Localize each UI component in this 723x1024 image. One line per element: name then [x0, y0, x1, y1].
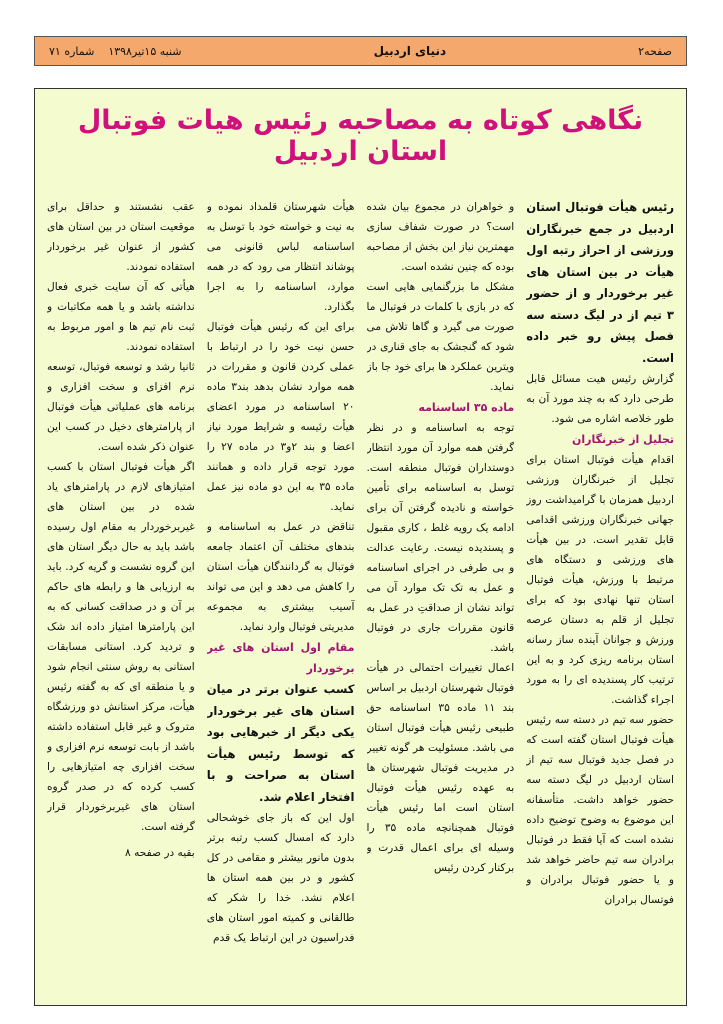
continued-note: بقیه در صفحه ۸ [125, 847, 195, 859]
column-4 [47, 197, 195, 995]
paragraph: تناقض در عمل به اساسنامه و بندهای مختلف آن اعتماد جامعه فوتبال به گردانندگان هیأت استان را کاهش می دهد و این می تواند آسیب بیشتری به مجموعه مدیریتی فوتبال وارد نماید. [206, 521, 355, 633]
paragraph: هیأتی که آن سایت خبری فعال نداشته باشد و یا همه مکاتبات و ثبت نام تیم ها و امور مربوط به استفاده نمودند. [47, 281, 195, 353]
article-columns [47, 197, 674, 995]
paragraph: و خواهران در مجموع بیان شده است؟ در صورت شفاف سازی مهمترین نیاز این بخش از مصاحبه بوده که چنین نشده است. [366, 201, 515, 273]
paragraph: گزارش رئیس هیت مسائل قابل طرحی دارد که به چند مورد آن به طور خلاصه اشاره می شود. [526, 373, 674, 425]
paragraph: هیأت شهرستان قلمداد نموده و به نیت و خواسته خود با توسل به اساسنامه لباس قانونی می پوشاند انتظار می رود که در همه موارد، اساسنامه را به اجرا بگذارد. [206, 201, 355, 313]
lead-paragraph: رئیس هیأت فوتبال استان اردبیل در جمع خبرنگاران ورزشی از احراز رتبه اول هیأت در بین استان های غیر برخوردار و از حضور ۳ تیم از در لیگ دسته سه فصل پیش رو خبر داده است. [526, 200, 674, 365]
paragraph: اقدام هیأت فوتبال استان برای تجلیل از خبرنگاران ورزشی اردبیل همزمان با گرامیداشت روز جهانی خبرنگاران ورزشی اقدامی قابل تقدیر است. در بین هیأت های ورزشی و دستگاه های مرتبط با ورزش، هیأت فوتبال استان تنها نهادی بود که برای تجلیل از قلم به دستان عرصه ورزش و جوانان آینده ساز رسانه استان برنامه ریزی کرد و به این ترتیب کار پسندیده ای را به مورد اجراء گذاشت. [526, 454, 674, 706]
highlight-paragraph: کسب عنوان برتر در میان استان های غیر برخوردار یکی دیگر از خبرهایی بود که توسط رئیس هیأت استان به صراحت و با افتخار اعلام شد. [206, 682, 355, 804]
paragraph: عقب نشستند و حداقل برای موقعیت استان در بین استان های کشور از عنوان غیر برخوردار استفاده نمودند. [47, 201, 195, 273]
subheading: مقام اول استان های غیر برخوردار [206, 641, 355, 675]
column-2 [367, 197, 515, 995]
paragraph: اول این که باز جای خوشحالی دارد که امسال کسب رتبه برتر بدون مانور بیشتر و مقامی در کل کشور و در بین همه استان ها اعلام نشد. خدا را شکر که طالقانی و کمیته امور استان های فدراسیون در این ارتباط یک قدم [206, 812, 355, 944]
article-panel [34, 88, 687, 1006]
page-header-bar [34, 36, 687, 66]
page-number: صفحه۲ [638, 44, 672, 58]
column-1 [526, 197, 674, 995]
issue-date: شنبه ۱۵تیر۱۳۹۸ [108, 44, 182, 58]
paragraph: مشکل ما بزرگنمایی هایی است که در بازی با کلمات در فوتبال ما صورت می گیرد و گاها تلاش می شود که گنجشک به جای قناری در ویترین عملکرد ها برای خود جا باز نماید. [366, 281, 515, 393]
issue-number: شماره ۷۱ [49, 44, 95, 58]
paragraph: اگر هیأت فوتبال استان با کسب امتیازهای لازم در پارامترهای یاد شده در بین استان های غیربرخوردار به مقام اول رسیده باشد باید به حال دیگر استان های این گروه نشست و گریه کرد. باید به ارزیابی ها و رابطه های حاکم بر آن و در صداقت کسانی که به این پارامترها امتیاز داده اند شک و تردید کرد. استانی مسابقات استانی به روش سنتی انجام شود و یا منطقه ای که به گفته رئیس هیأت، مرکز استانش دو ورزشگاه متروک و غیر قابل استفاده داشته باشد از بابت توسعه نرم افزاری و سخت افزاری چه امتیازهایی را کسب کرده که در صدر گروه استان های غیربرخوردار قرار گرفته است. [47, 461, 195, 833]
paragraph: اعمال تغییرات احتمالی در هیأت فوتبال شهرستان اردبیل بر اساس بند ۱۱ ماده ۳۵ اساسنامه حق طبیعی رئیس هیأت فوتبال استان می باشد. مسئولیت هر گونه تغییر در مدیریت فوتبال شهرستان ها به عهده رئیس هیأت فوتبال استان است اما رئیس هیأت فوتبال همچنانچه ماده ۳۵ را وسیله ای برای اعمال قدرت و برکنار کردن رئیس [366, 662, 515, 874]
column-3 [207, 197, 355, 995]
paragraph: توجه به اساسنامه و در نظر گرفتن همه موارد آن مورد انتظار دوستداران فوتبال منطقه است. توسل به اساسنامه برای تأمین خواسته و نادیده گرفتن آن برای ادامه یک رویه غلط ، کاری مقبول و پسندیده نیست. رعایت عدالت و بی طرفی در اجرای اساسنامه و عمل به تک تک موارد آن می تواند نشان از صداقتِ در عمل به قانون مقررات جاری در فوتبال باشد. [366, 422, 515, 654]
subheading: تجلیل از خبرنگاران [571, 433, 674, 446]
publication-name: دنیای اردبیل [373, 44, 447, 58]
paragraph: حضور سه تیم در دسته سه رئیس هیأت فوتبال استان گفته است که در فصل جدید فوتبال سه تیم از استان اردبیل در لیگ دسته سه حضور خواهد داشت. متأسفانه این موضوع به وضوح توضیح داده نشده است که آیا فقط در فوتبال برادران سه تیم حاضر خواهد شد و یا حضور فوتبال برادران و فوتسال برادران [526, 714, 674, 906]
header-meta [49, 45, 182, 58]
article-title: نگاهی کوتاه به مصاحبه رئیس هیات فوتبال استان اردبیل [77, 105, 644, 167]
paragraph: ثانیا رشد و توسعه فوتبال، توسعه نرم افزای و سخت افزاری و برنامه های عملیاتی هیأت فوتبال از پارامترهای دخیل در کسب این عنوان ذکر شده است. [47, 361, 195, 453]
paragraph: برای این که رئیس هیأت فوتبال حسن نیت خود را در ارتباط با عملی کردن قانون و مقررات در همه موارد نشان بدهد بند۳ ماده ۲۰ اساسنامه در مورد اعضای هیأت رئیسه و شرایط مورد نیاز اعضا و بند ۲و۳ در ماده ۲۷ را مورد توجه قرار داده و همانند ماده ۳۵ به این دو ماده نیز عمل نماید. [206, 321, 355, 513]
subheading: ماده ۳۵ اساسنامه [418, 401, 515, 414]
